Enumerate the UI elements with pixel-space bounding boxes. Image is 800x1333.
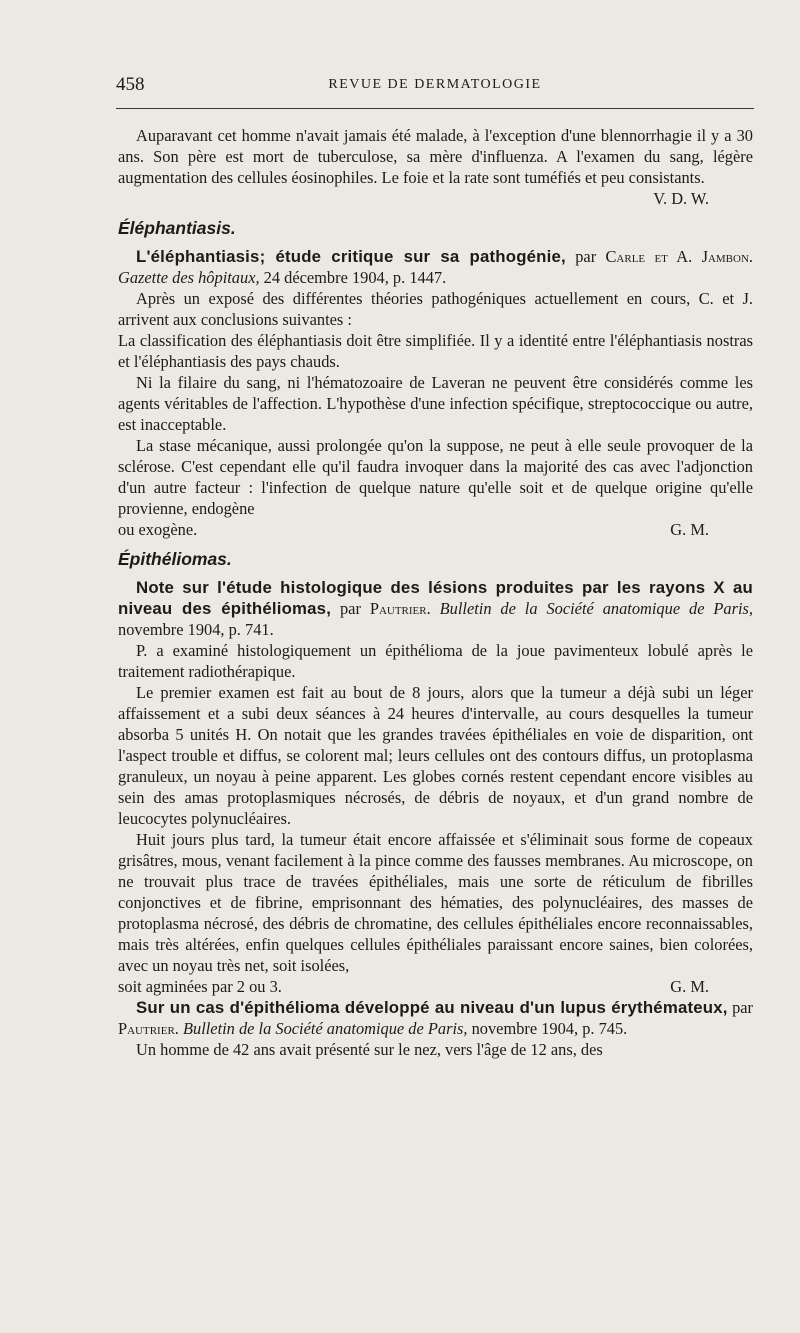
journal-name: Gazette des hôpitaux,	[118, 268, 260, 287]
article-ref: novembre 1904, p. 741.	[118, 620, 274, 639]
paragraph-end: soit agminées par 2 ou 3.	[118, 977, 282, 996]
intro-text: Auparavant cet homme n'avait jamais été malade, à l'exception d'une blennorrhagie il y a 30 ans. Son père est mort de tuberculose, sa mère d'influenza. A l'examen du sang, légère augmentation des cellules éosinophiles. Le foie et la rate sont tuméfiés et peu consistants.	[118, 126, 753, 187]
page-number: 458	[116, 74, 145, 95]
article-author: Pautrier	[118, 1019, 175, 1038]
header-rule	[116, 108, 754, 109]
paragraph-end: ou exogène.	[118, 520, 198, 539]
body-text	[118, 125, 753, 1060]
article-title: Note sur l'étude histologique des lésions produites par les rayons X au niveau des épithéliomas,	[118, 578, 753, 618]
signature-line	[118, 519, 753, 540]
article-ref: novembre 1904, p. 745.	[467, 1019, 628, 1038]
article-title: L'éléphantiasis; étude critique sur sa pathogénie,	[136, 247, 566, 266]
paragraph: Après un exposé des différentes théories pathogéniques actuellement en cours, C. et J. arrivent aux conclusions suivantes :	[118, 289, 753, 329]
paragraph: Huit jours plus tard, la tumeur était encore affaissée et s'éliminait sous forme de copeaux grisâtres, mous, venant facilement à la pince comme des fausses membranes. Au microscope, on ne trouvait plus trace de travées épithéliales, mais une sorte de réticulum de fibrilles conjonctives et de fibrine, emprisonnant des hématies, des polynucléaires, des masses de protoplasma nécrosé, des débris de chromatine, des cellules épithéliales encore reconnaissables, mais très altérées, enfin quelques cellules épithéliales paraissant encore saines, bien colorées, avec un noyau très net, soit isolées,	[118, 830, 753, 975]
article-reference-lupus: Sur un cas d'épithélioma développé au niveau d'un lupus érythémateux, par Pautrier. Bulletin de la Société anatomique de Paris, novembre 1904, p. 745.	[118, 998, 754, 1038]
par-text: par	[331, 599, 370, 618]
paragraph: Un homme de 42 ans avait présenté sur le nez, vers l'âge de 12 ans, des	[136, 1040, 603, 1059]
intro-signature-line	[118, 188, 753, 209]
page-header	[116, 74, 754, 96]
journal-name: Bulletin de la Société anatomique de Paris,	[439, 599, 753, 618]
article-reference-elephantiasis: L'éléphantiasis; étude critique sur sa pathogénie, par Carle et A. Jambon. Gazette des hôpitaux, 24 décembre 1904, p. 1447.	[118, 247, 754, 287]
intro-signature: V. D. W.	[653, 189, 709, 208]
paragraph: Ni la filaire du sang, ni l'hématozoaire de Laveran ne peuvent être considérés comme les agents véritables de l'affection. L'hypothèse d'une infection spécifique, streptococcique ou autre, est inacceptable.	[118, 373, 753, 434]
article-reference-rayons-x: Note sur l'étude histologique des lésions produites par les rayons X au niveau des épithéliomas, par Pautrier. Bulletin de la Société anatomique de Paris, novembre 1904, p. 741.	[118, 578, 753, 639]
section-title-epitheliomas: Épithéliomas.	[118, 549, 232, 569]
paragraph: P. a examiné histologiquement un épithélioma de la joue pavimenteux lobulé après le traitement radiothérapique.	[118, 641, 753, 681]
article-ref: 24 décembre 1904, p. 1447.	[259, 268, 447, 287]
paragraph: Le premier examen est fait au bout de 8 jours, alors que la tumeur a déjà subi un léger affaissement et a subi deux séances à 24 heures d'intervalle, au cours desquelles la tumeur absorba 5 unités H. On notait que les grandes travées épithéliales en voie de disparition, ont l'aspect trouble et diffus, se colorent mal; leurs cellules ont des contours diffus, un protoplasma granuleux, un noyau à peine apparent. Les globes cornés restent cependant encore visibles au sein des amas protoplasmiques nécrosés, de débris de noyaux, et d'un grand nombre de leucocytes polynucléaires.	[118, 683, 753, 828]
section-title-elephantiasis: Éléphantiasis.	[118, 218, 236, 238]
article-title: Sur un cas d'épithélioma développé au niveau d'un lupus érythémateux,	[136, 998, 728, 1017]
paragraph: La classification des éléphantiasis doit être simplifiée. Il y a identité entre l'éléphantiasis nostras et l'éléphantiasis des pays chauds.	[118, 331, 753, 371]
paragraph: La stase mécanique, aussi prolongée qu'on la suppose, ne peut à elle seule provoquer de la sclérose. C'est cependant elle qu'il faudra invoquer dans la majorité des cas avec l'adjonction d'un autre facteur : l'infection de quelque nature qu'elle soit et de quelque origine qu'elle provienne, endogène	[118, 436, 753, 518]
article-authors: Carle et A. Jambon	[605, 247, 749, 266]
running-title: REVUE DE DERMATOLOGIE	[328, 77, 542, 92]
article-author: Pautrier	[369, 599, 427, 618]
signature-line	[118, 976, 753, 997]
intro-paragraph	[118, 125, 753, 188]
section-signature: G. M.	[670, 520, 709, 539]
section-signature: G. M.	[670, 977, 709, 996]
par-text: par	[727, 998, 754, 1017]
journal-name: Bulletin de la Société anatomique de Paris,	[182, 1019, 468, 1038]
par-text: par	[565, 247, 606, 266]
